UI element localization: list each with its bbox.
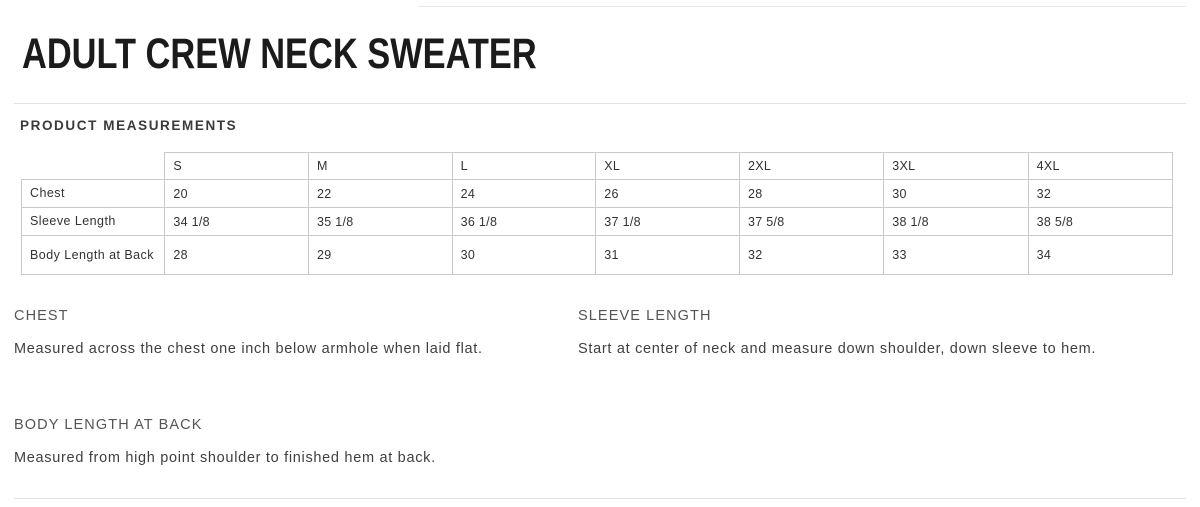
cell-body-length-4xl: 34 <box>1028 236 1172 275</box>
cell-chest-s: 20 <box>165 180 309 208</box>
cell-chest-xl: 26 <box>596 180 740 208</box>
footer-divider <box>14 498 1186 499</box>
section-label-product-measurements: PRODUCT MEASUREMENTS <box>20 118 238 133</box>
definition-body-length-body: Measured from high point shoulder to finished hem at back. <box>14 450 436 466</box>
definition-sleeve-length <box>578 303 1108 363</box>
cell-body-length-l: 30 <box>452 236 596 275</box>
cell-sleeve-s: 34 1/8 <box>165 208 309 236</box>
row-header-sleeve-length: Sleeve Length <box>22 208 165 236</box>
column-header-4xl: 4XL <box>1028 153 1172 180</box>
column-header-xl: XL <box>596 153 740 180</box>
column-header-2xl: 2XL <box>739 153 883 180</box>
cell-chest-4xl: 32 <box>1028 180 1172 208</box>
definition-chest-title: CHEST <box>14 308 69 324</box>
definition-chest-body: Measured across the chest one inch below armhole when laid flat. <box>14 341 483 357</box>
definition-sleeve-length-title: SLEEVE LENGTH <box>578 308 712 324</box>
column-header-3xl: 3XL <box>884 153 1028 180</box>
column-header-s: S <box>165 153 309 180</box>
row-header-chest: Chest <box>22 180 165 208</box>
cell-sleeve-l: 36 1/8 <box>452 208 596 236</box>
table-row <box>22 208 1173 236</box>
cell-sleeve-2xl: 37 5/8 <box>739 208 883 236</box>
definition-sleeve-length-body: Start at center of neck and measure down shoulder, down sleeve to hem. <box>578 341 1097 357</box>
page-title: ADULT CREW NECK SWEATER <box>22 30 537 78</box>
column-header-l: L <box>452 153 596 180</box>
cell-body-length-xl: 31 <box>596 236 740 275</box>
definition-body-length-title: BODY LENGTH AT BACK <box>14 417 203 433</box>
definition-chest <box>14 303 554 363</box>
cell-body-length-2xl: 32 <box>739 236 883 275</box>
cell-sleeve-4xl: 38 5/8 <box>1028 208 1172 236</box>
table-row <box>22 180 1173 208</box>
cell-chest-2xl: 28 <box>739 180 883 208</box>
cell-body-length-s: 28 <box>165 236 309 275</box>
column-header-m: M <box>308 153 452 180</box>
table-row <box>22 236 1173 275</box>
cell-sleeve-3xl: 38 1/8 <box>884 208 1028 236</box>
definition-body-length-at-back <box>14 412 574 472</box>
cell-sleeve-xl: 37 1/8 <box>596 208 740 236</box>
header-divider <box>14 103 1186 104</box>
cell-body-length-3xl: 33 <box>884 236 1028 275</box>
top-divider <box>418 6 1186 7</box>
cell-chest-3xl: 30 <box>884 180 1028 208</box>
cell-sleeve-m: 35 1/8 <box>308 208 452 236</box>
table-header-row <box>22 153 1173 180</box>
row-header-body-length-at-back: Body Length at Back <box>22 236 165 275</box>
measurements-table <box>21 152 1173 275</box>
cell-chest-m: 22 <box>308 180 452 208</box>
cell-chest-l: 24 <box>452 180 596 208</box>
cell-body-length-m: 29 <box>308 236 452 275</box>
table-corner-cell <box>22 153 165 180</box>
